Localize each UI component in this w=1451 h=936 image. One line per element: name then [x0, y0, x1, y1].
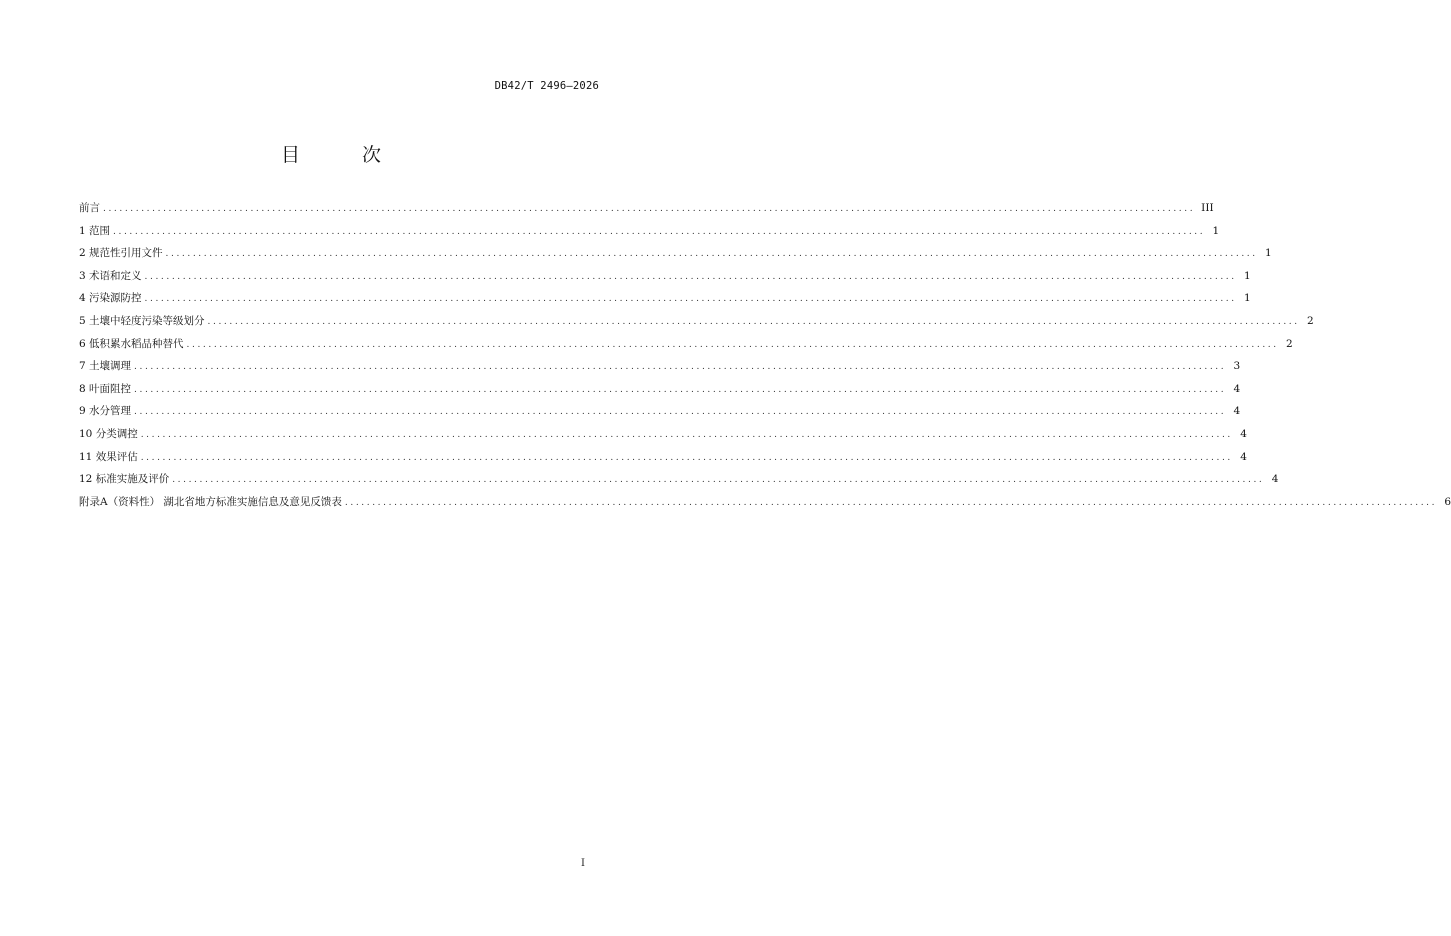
toc-entry-label: 3 术语和定义 — [79, 269, 142, 282]
dot-leader: ........................................................................................................................................................................................................ — [186, 339, 1279, 350]
dot-leader: ........................................................................................................................................................................................................ — [140, 429, 1233, 440]
toc-entry-page: 6 — [1444, 495, 1451, 508]
toc-entry-label: 7 土壤调理 — [79, 360, 132, 373]
toc-entry-label: 11 效果评估 — [79, 450, 138, 463]
toc-entry-label: 2 规范性引用文件 — [79, 247, 163, 260]
toc-entry-label: 9 水分管理 — [79, 405, 132, 418]
document-code: DB42/T 2496—2026 — [494, 80, 599, 92]
toc-entry-page: III — [1201, 202, 1214, 214]
dot-leader: ........................................................................................................................................................................................................ — [144, 294, 1237, 305]
toc-entry[interactable] — [79, 245, 1272, 268]
toc-entry-label: 12 标准实施及评价 — [79, 473, 170, 486]
toc-entry[interactable] — [79, 268, 1251, 291]
dot-leader: ........................................................................................................................................................................................................ — [165, 249, 1258, 260]
toc-entry[interactable] — [79, 381, 1241, 404]
toc-entry-page: 4 — [1271, 473, 1279, 486]
toc-entry-page: 4 — [1240, 450, 1247, 463]
toc-entry-page: 2 — [1286, 337, 1293, 350]
dot-leader: ........................................................................................................................................................................................................ — [103, 204, 1196, 214]
toc-entry-page: 3 — [1233, 360, 1241, 373]
toc-entry-label: 1 范围 — [79, 224, 111, 237]
dot-leader: ........................................................................................................................................................................................................ — [140, 452, 1233, 463]
dot-leader: ........................................................................................................................................................................................................ — [172, 475, 1265, 486]
page-number: I — [581, 858, 585, 869]
toc-entry-page: 2 — [1307, 314, 1314, 327]
dot-leader: ........................................................................................................................................................................................................ — [207, 316, 1300, 327]
toc-entry[interactable] — [79, 449, 1247, 472]
toc-entry-page: 4 — [1233, 405, 1241, 418]
toc-entry[interactable] — [79, 290, 1251, 313]
toc-entry-label: 4 污染源防控 — [79, 292, 142, 305]
toc-entry[interactable] — [79, 200, 1214, 223]
toc-entry-page: 1 — [1244, 292, 1251, 305]
toc-entry-page: 1 — [1212, 224, 1220, 237]
toc-entry[interactable] — [79, 313, 1314, 336]
toc-entry[interactable] — [79, 336, 1293, 359]
dot-leader: ........................................................................................................................................................................................................ — [134, 407, 1227, 418]
toc-entry-label: 5 土壤中轻度污染等级划分 — [79, 314, 205, 327]
dot-leader: ........................................................................................................................................................................................................ — [144, 271, 1237, 282]
toc-entry[interactable] — [79, 358, 1241, 381]
toc-entry-page: 4 — [1233, 382, 1241, 395]
toc-entry-label: 8 叶面阻控 — [79, 382, 132, 395]
toc-title: 目 次 — [280, 144, 410, 166]
toc-entry-page: 1 — [1244, 269, 1251, 282]
dot-leader: ........................................................................................................................................................................................................ — [113, 226, 1206, 237]
toc-entry-page: 1 — [1265, 247, 1272, 260]
dot-leader: ........................................................................................................................................................................................................ — [134, 362, 1227, 373]
dot-leader: ........................................................................................................................................................................................................ — [344, 497, 1438, 508]
toc-entry[interactable] — [79, 223, 1220, 246]
dot-leader: ........................................................................................................................................................................................................ — [134, 384, 1227, 395]
toc-entry-label: 10 分类调控 — [79, 427, 138, 440]
table-of-contents — [79, 200, 1451, 516]
toc-entry-label: 6 低积累水稻品种替代 — [79, 337, 184, 350]
toc-entry[interactable] — [79, 426, 1247, 449]
toc-entry[interactable] — [79, 471, 1279, 494]
toc-entry-label: 附录A（资料性） 湖北省地方标准实施信息及意见反馈表 — [79, 495, 342, 508]
toc-entry[interactable] — [79, 494, 1451, 517]
toc-entry[interactable] — [79, 403, 1241, 426]
toc-entry-page: 4 — [1240, 427, 1247, 440]
toc-entry-label: 前言 — [79, 202, 100, 214]
